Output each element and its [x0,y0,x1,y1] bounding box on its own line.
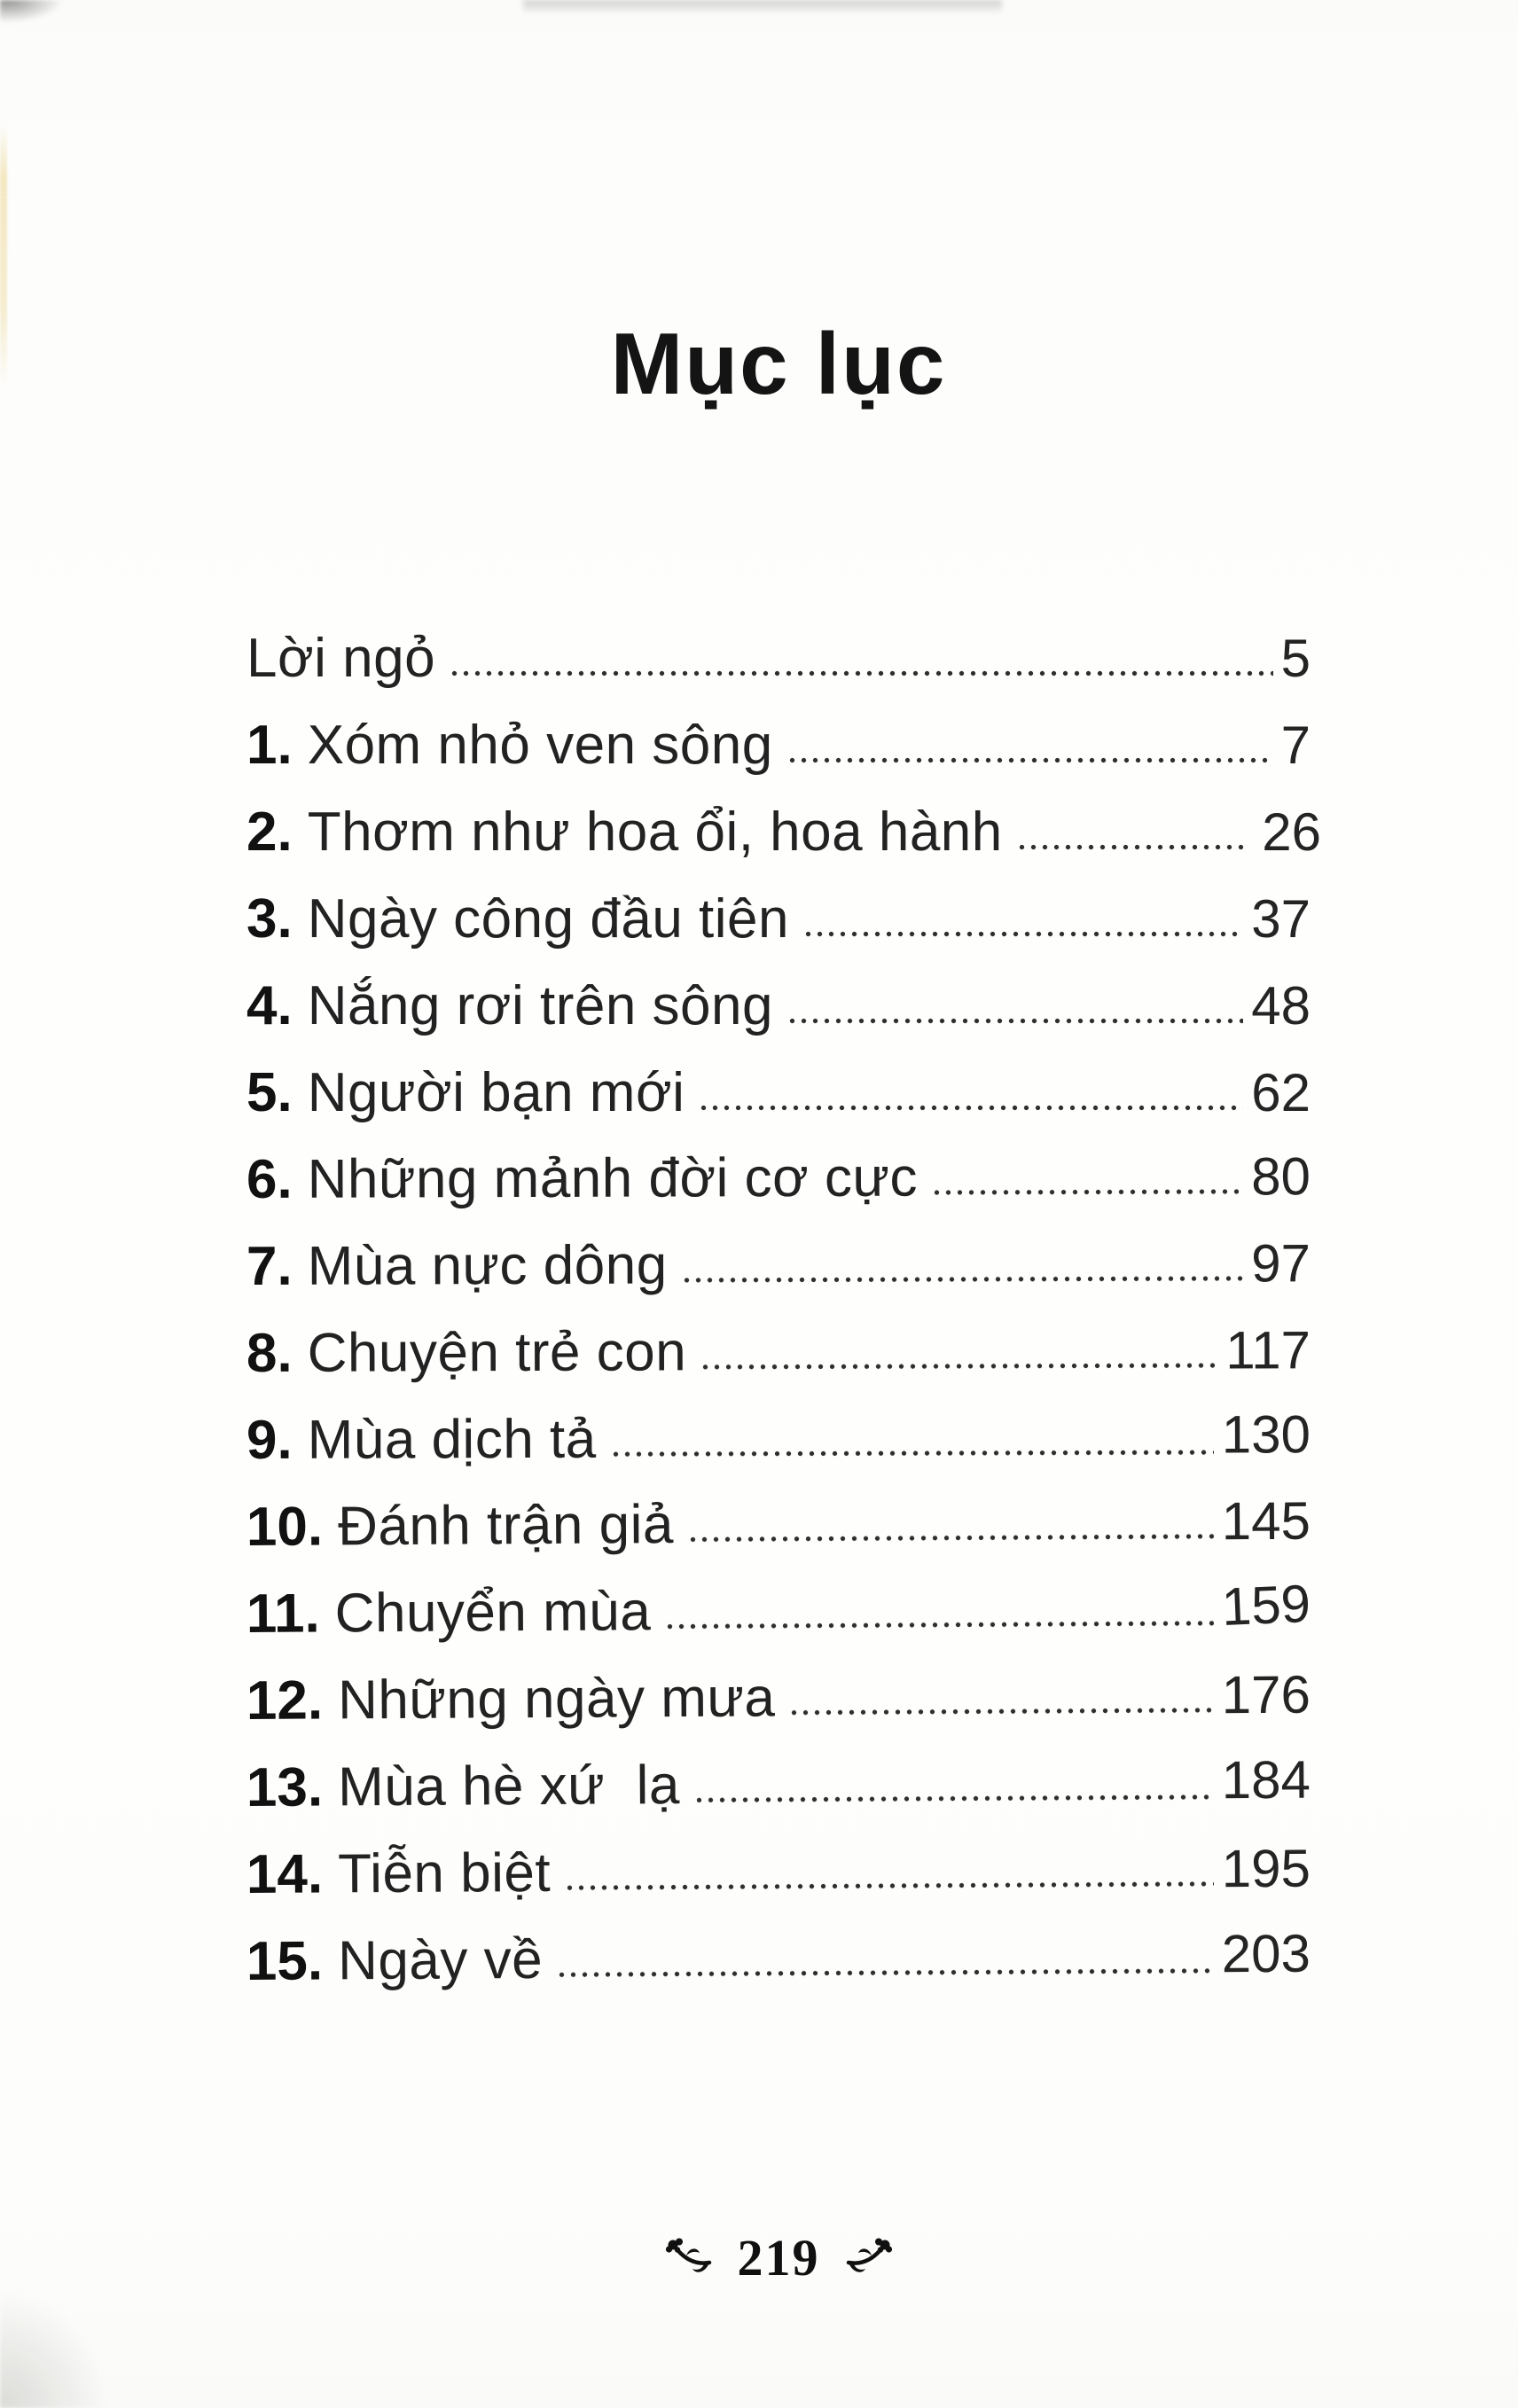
toc-entry-title: Mùa hè xứ lạ [337,1755,681,1818]
toc-entry-title: Mùa nực dông [307,1234,668,1297]
toc-entry [246,1491,1311,1584]
toc-entry [246,1146,1311,1237]
toc-entry [246,801,1321,889]
toc-list [246,628,1321,2019]
toc-entry-number: 2. [246,801,293,863]
dot-leader [449,670,1273,676]
toc-entry-page: 26 [1262,802,1321,862]
toc-entry-number: 10. [246,1496,324,1558]
toc-entry-page: 195 [1221,1838,1311,1899]
toc-entry [246,1320,1311,1411]
toc-entry-page: 117 [1225,1320,1311,1380]
toc-entry [246,889,1311,976]
toc-entry-title: Chuyển mùa [334,1581,652,1645]
dot-leader [687,1533,1214,1543]
toc-entry-number: 4. [246,975,293,1036]
toc-entry-number: 15. [246,1930,324,1992]
toc-entry [246,1923,1311,2019]
dot-leader [788,1707,1213,1716]
toc-entry [246,1063,1311,1150]
toc-entry-number: 5. [246,1062,293,1123]
toc-entry-title: Xóm nhỏ ven sông [307,715,773,776]
book-page-number: 219 [737,2229,820,2287]
toc-entry-title: Đánh trận giả [337,1494,675,1558]
toc-entry-page: 80 [1251,1146,1311,1207]
dot-leader [1016,844,1243,850]
toc-entry-title: Lời ngỏ [246,628,436,689]
toc-entry [246,1233,1311,1324]
dot-leader [664,1620,1214,1630]
toc-entry-page: 130 [1221,1404,1311,1465]
toc-entry-number: 6. [246,1148,293,1210]
toc-entry-page: 62 [1251,1063,1311,1122]
dot-leader [693,1794,1214,1803]
toc-entry-title: Ngày về [337,1928,544,1992]
toc-entry-number: 13. [246,1756,324,1818]
toc-entry-number: 8. [246,1322,293,1384]
floral-flourish-icon [841,2238,893,2279]
dot-leader [786,757,1273,763]
toc-entry-page: 5 [1280,629,1311,688]
toc-entry-page: 203 [1221,1923,1311,1984]
toc-entry-number: 12. [246,1669,324,1732]
page-title: Mục lục [610,315,947,412]
toc-entry [246,1404,1311,1497]
dot-leader [610,1450,1214,1458]
dot-leader [931,1188,1243,1195]
toc-entry-page: 48 [1251,976,1311,1036]
toc-entry-title: Mùa dịch tả [307,1408,597,1471]
toc-entry-number: 11. [246,1583,320,1645]
scan-artifact-top-center [523,0,1002,14]
toc-entry [246,1839,1311,1932]
dot-leader [556,1967,1214,1978]
page-footer [246,2229,1311,2287]
toc-entry-page: 184 [1221,1749,1311,1810]
toc-entry-number: 14. [246,1843,324,1905]
toc-entry [246,715,1311,802]
toc-entry-number: 7. [246,1235,293,1297]
toc-entry-page: 37 [1251,889,1311,949]
toc-entry [246,976,1311,1063]
toc-entry-title: Người bạn mới [307,1062,685,1123]
scan-artifact-left-edge [0,124,7,390]
dot-leader [564,1880,1214,1890]
dot-leader [802,931,1243,937]
toc-entry-page: 176 [1221,1664,1311,1725]
toc-entry [246,1665,1311,1758]
toc-entry-page: 145 [1221,1490,1311,1552]
dot-leader [681,1275,1244,1283]
dot-leader [698,1105,1243,1111]
floral-flourish-icon [665,2238,716,2279]
toc-entry-page: 7 [1280,715,1311,775]
toc-entry-title: Thơm như hoa ổi, hoa hành [307,801,1003,863]
dot-leader [786,1018,1243,1024]
toc-entry-title: Những mảnh đời cơ cực [307,1146,919,1210]
toc-entry-number: 3. [246,888,293,950]
toc-entry-number: 1. [246,715,293,776]
toc-entry-page: 97 [1251,1233,1311,1294]
toc-entry-title: Tiễn biệt [337,1841,552,1905]
scan-artifact-bottom-left [0,2293,106,2408]
toc-entry-title: Những ngày mưa [337,1667,776,1732]
toc-entry [246,629,1311,715]
toc-entry-title: Chuyện trẻ con [307,1321,687,1384]
dot-leader [700,1363,1217,1371]
scan-artifact-top-left [0,0,64,23]
toc-entry-page: 159 [1220,1573,1312,1638]
toc-entry-number: 9. [246,1409,293,1471]
toc-entry-title: Nắng rơi trên sông [307,975,773,1036]
toc-entry [246,1749,1311,1845]
toc-entry [246,1573,1312,1671]
toc-entry-title: Ngày công đầu tiên [307,888,789,950]
